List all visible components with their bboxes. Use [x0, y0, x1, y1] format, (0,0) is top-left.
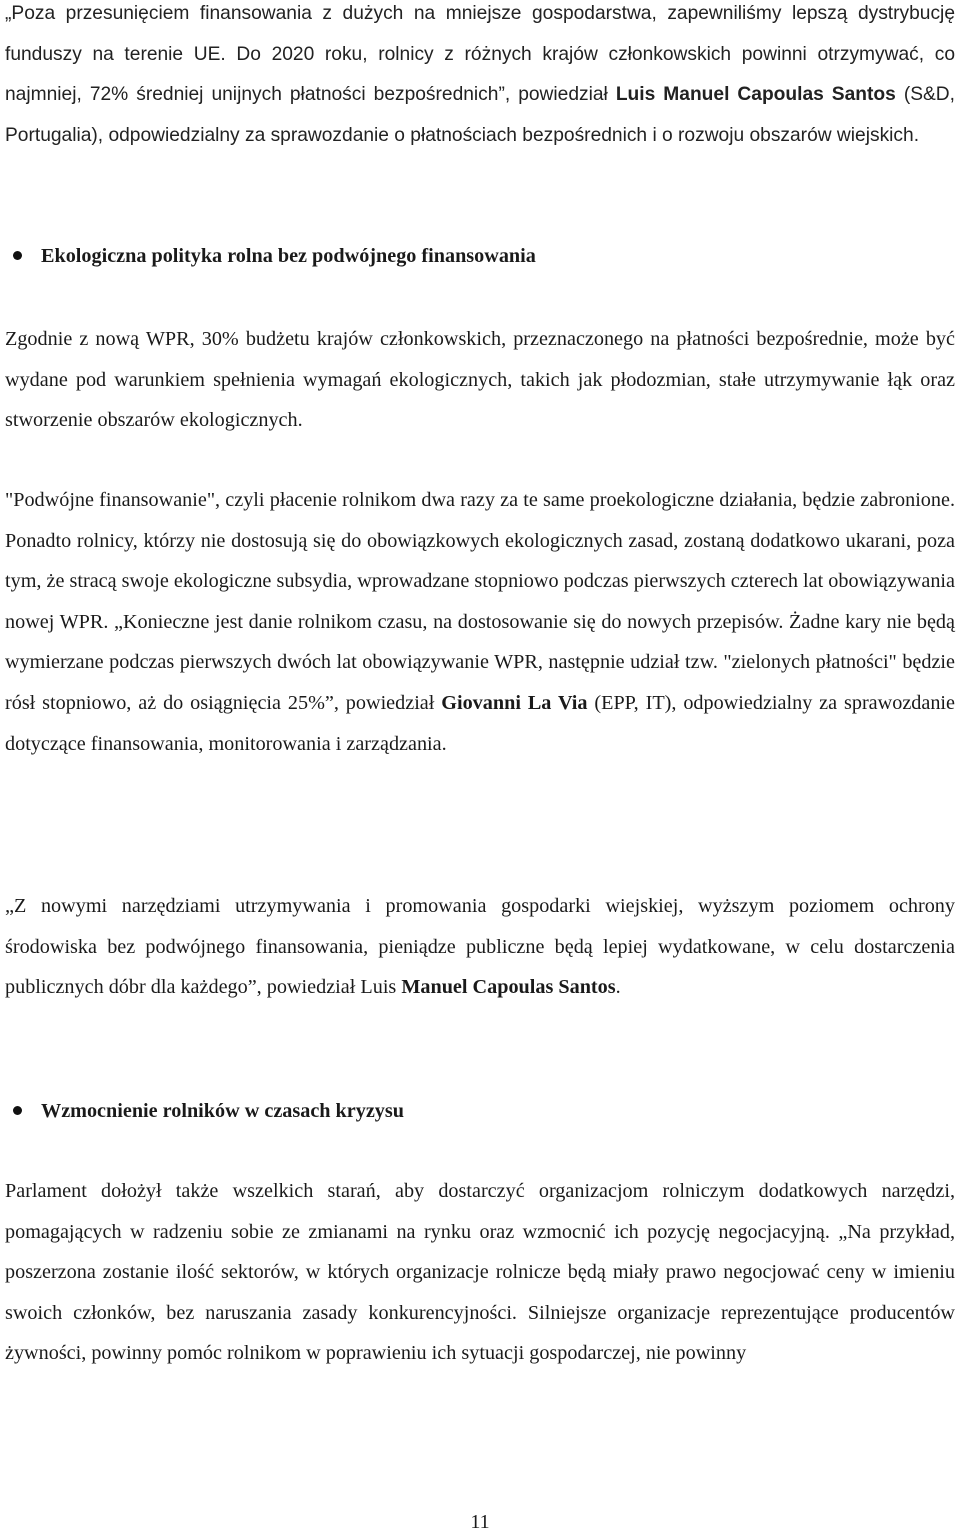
speaker-name: Luis Manuel Capoulas Santos: [615, 84, 896, 106]
quote-end: .: [615, 976, 621, 999]
paragraph-distribution-quote: [5, 0, 955, 156]
quote-attribution: (EPP, IT), odpowiedzialny za sprawozdanie dotyczące finansowania, monitorowania i zarządzania.: [5, 691, 955, 755]
speaker-name: Giovanni La Via: [441, 691, 588, 714]
paragraph-new-tools-quote: [5, 886, 955, 1008]
paragraph-farmer-organizations: Parlament dołożył także wszelkich starań, aby dostarczyć organizacjom rolniczym dodatkowych narzędzi, pomagających w radzeniu sobie ze zmianami na rynku oraz wzmocnić ich pozycję negocjacyjną. „Na przykład, poszerzona zostanie ilość sektorów, w których organizacje rolnicze będą miały prawo negocjować ceny w imieniu swoich członków, bez naruszania zasady konkurencyjności. Silniejsze organizacje reprezentujące producentów żywności, powinny pomóc rolnikom w poprawieniu ich sytuacji gospodarczej, nie powinny: [5, 1180, 955, 1365]
quote-text: „Z nowymi narzędziami utrzymywania i promowania gospodarki wiejskiej, wyższym poziomem ochrony środowiska bez podwójnego finansowania, pieniądze publiczne będą lepiej wydatkowane, w celu dostarczenia publicznych dóbr dla każdego”, powiedział Luis: [5, 895, 955, 999]
speaker-name: Manuel Capoulas Santos: [401, 976, 616, 999]
bullet-icon: [13, 1106, 22, 1115]
quote-text: „Poza przesunięciem finansowania z dużych na mniejsze gospodarstwa, zapewniliśmy lepszą dystrybucję funduszy na terenie UE. Do 2020 roku, rolnicy z różnych krajów członkowskich powinni otrzymywać, co najmniej, 72% średniej unijnych płatności bezpośrednich”, powiedział: [5, 3, 955, 106]
quote-text: "Podwójne finansowanie", czyli płacenie rolnikom dwa razy za te same proekologiczne działania, będzie zabronione. Ponadto rolnicy, którzy nie dostosują się do obowiązkowych ekologicznych zasad, zostaną dodatkowo ukarani, poza tym, że stracą swoje ekologiczne subsydia, wprowadzane stopniowo podczas pierwszych czterech lat obowiązywania nowej WPR. „Konieczne jest danie rolnikom czasu, na dostosowanie się do nowych przepisów. Żadne kary nie będą wymierzane podczas pierwszych dwóch lat obowiązywanie WPR, następnie udział tzw. "zielonych płatności" będzie rósł stopniowo, aż do osiągnięcia 25%”, powiedział: [5, 489, 955, 714]
quote-attribution: (S&D, Portugalia), odpowiedzialny za sprawozdanie o płatnościach bezpośrednich i o rozwoju obszarów wiejskich.: [5, 84, 955, 146]
section-heading-ecological-policy: [5, 236, 955, 276]
heading-text: Ekologiczna polityka rolna bez podwójnego finansowania: [41, 245, 536, 267]
paragraph-double-funding: [5, 480, 955, 764]
bullet-icon: [13, 251, 22, 260]
page-number: 11: [470, 1511, 490, 1533]
section-heading-farmers-crisis: [5, 1091, 955, 1131]
heading-text: Wzmocnienie rolników w czasach kryzysu: [41, 1100, 404, 1122]
paragraph-new-cap-budget: Zgodnie z nową WPR, 30% budżetu krajów członkowskich, przeznaczonego na płatności bezpośrednie, może być wydane pod warunkiem spełnienia wymagań ekologicznych, takich jak płodozmian, stałe utrzymywanie łąk oraz stworzenie obszarów ekologicznych.: [5, 328, 955, 432]
